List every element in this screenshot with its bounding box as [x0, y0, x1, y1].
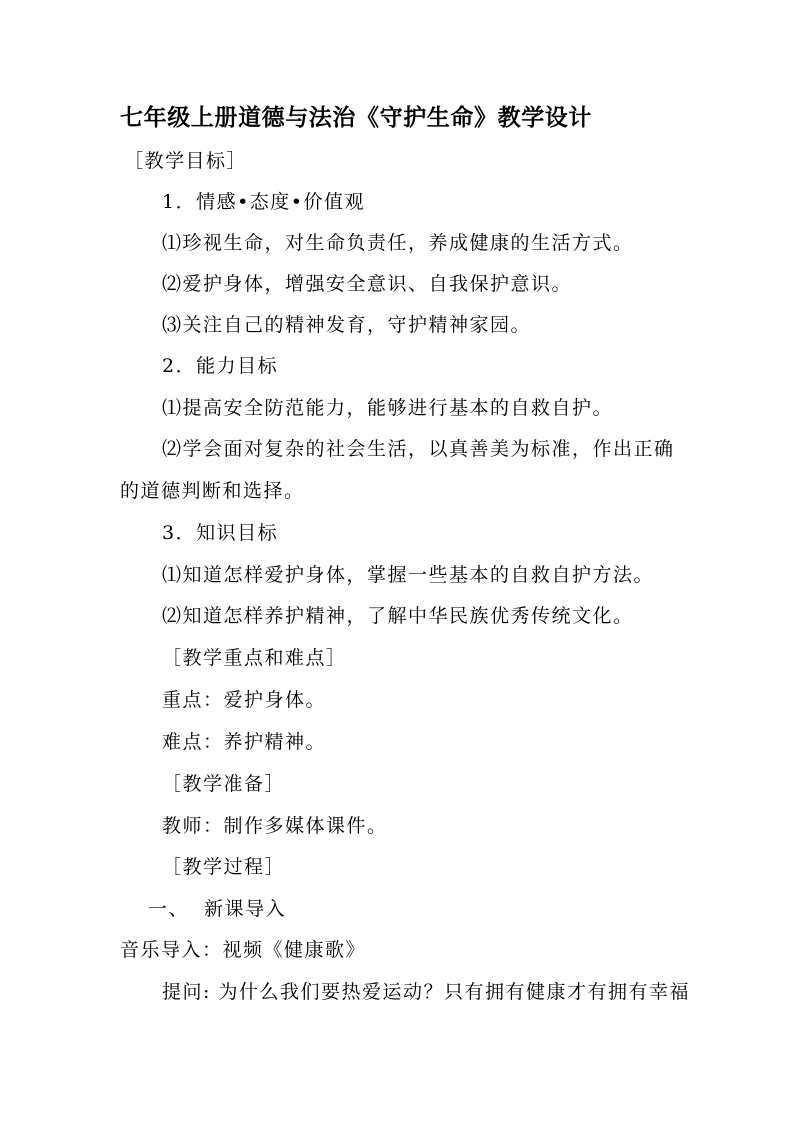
- section-heading-preparation: ［教学准备］: [162, 773, 286, 795]
- section-heading-key-points: ［教学重点和难点］: [162, 647, 347, 669]
- process-step-heading: 一、 新课导入: [148, 898, 287, 920]
- process-paragraph: 音乐导入：视频《健康歌》: [120, 939, 367, 961]
- preparation-item: 教师：制作多媒体课件。: [162, 815, 388, 837]
- document-title: 七年级上册道德与法治《守护生命》教学设计: [120, 104, 592, 131]
- objective-item: ⑵学会面对复杂的社会生活，以真善美为标准，作出正确: [162, 438, 675, 460]
- difficult-point: 难点：养护精神。: [162, 731, 327, 753]
- section-heading-process: ［教学过程］: [162, 856, 286, 878]
- process-paragraph: 提问: 为什么我们要热爱运动？只有拥有健康才有拥有幸福: [162, 981, 690, 1003]
- objective-heading-2: 2．能力目标: [162, 355, 279, 377]
- objective-item: ⑵爱护身体，增强安全意识、自我保护意识。: [162, 273, 573, 295]
- objective-item: ⑵知道怎样养护精神，了解中华民族优秀传统文化。: [162, 605, 634, 627]
- objective-heading-1: 1．情感•态度•价值观: [162, 191, 366, 213]
- objective-item: ⑴珍视生命，对生命负责任，养成健康的生活方式。: [162, 232, 634, 254]
- objective-heading-3: 3．知识目标: [162, 522, 279, 544]
- objective-item-continued: 的道德判断和选择。: [120, 480, 305, 502]
- objective-item: ⑴知道怎样爱护身体，掌握一些基本的自救自护方法。: [162, 564, 655, 586]
- key-point: 重点：爱护身体。: [162, 689, 327, 711]
- objective-item: ⑴提高安全防范能力，能够进行基本的自救自护。: [162, 397, 614, 419]
- objective-item: ⑶关注自己的精神发育，守护精神家园。: [162, 314, 532, 336]
- section-heading-objectives: ［教学目标］: [124, 150, 248, 172]
